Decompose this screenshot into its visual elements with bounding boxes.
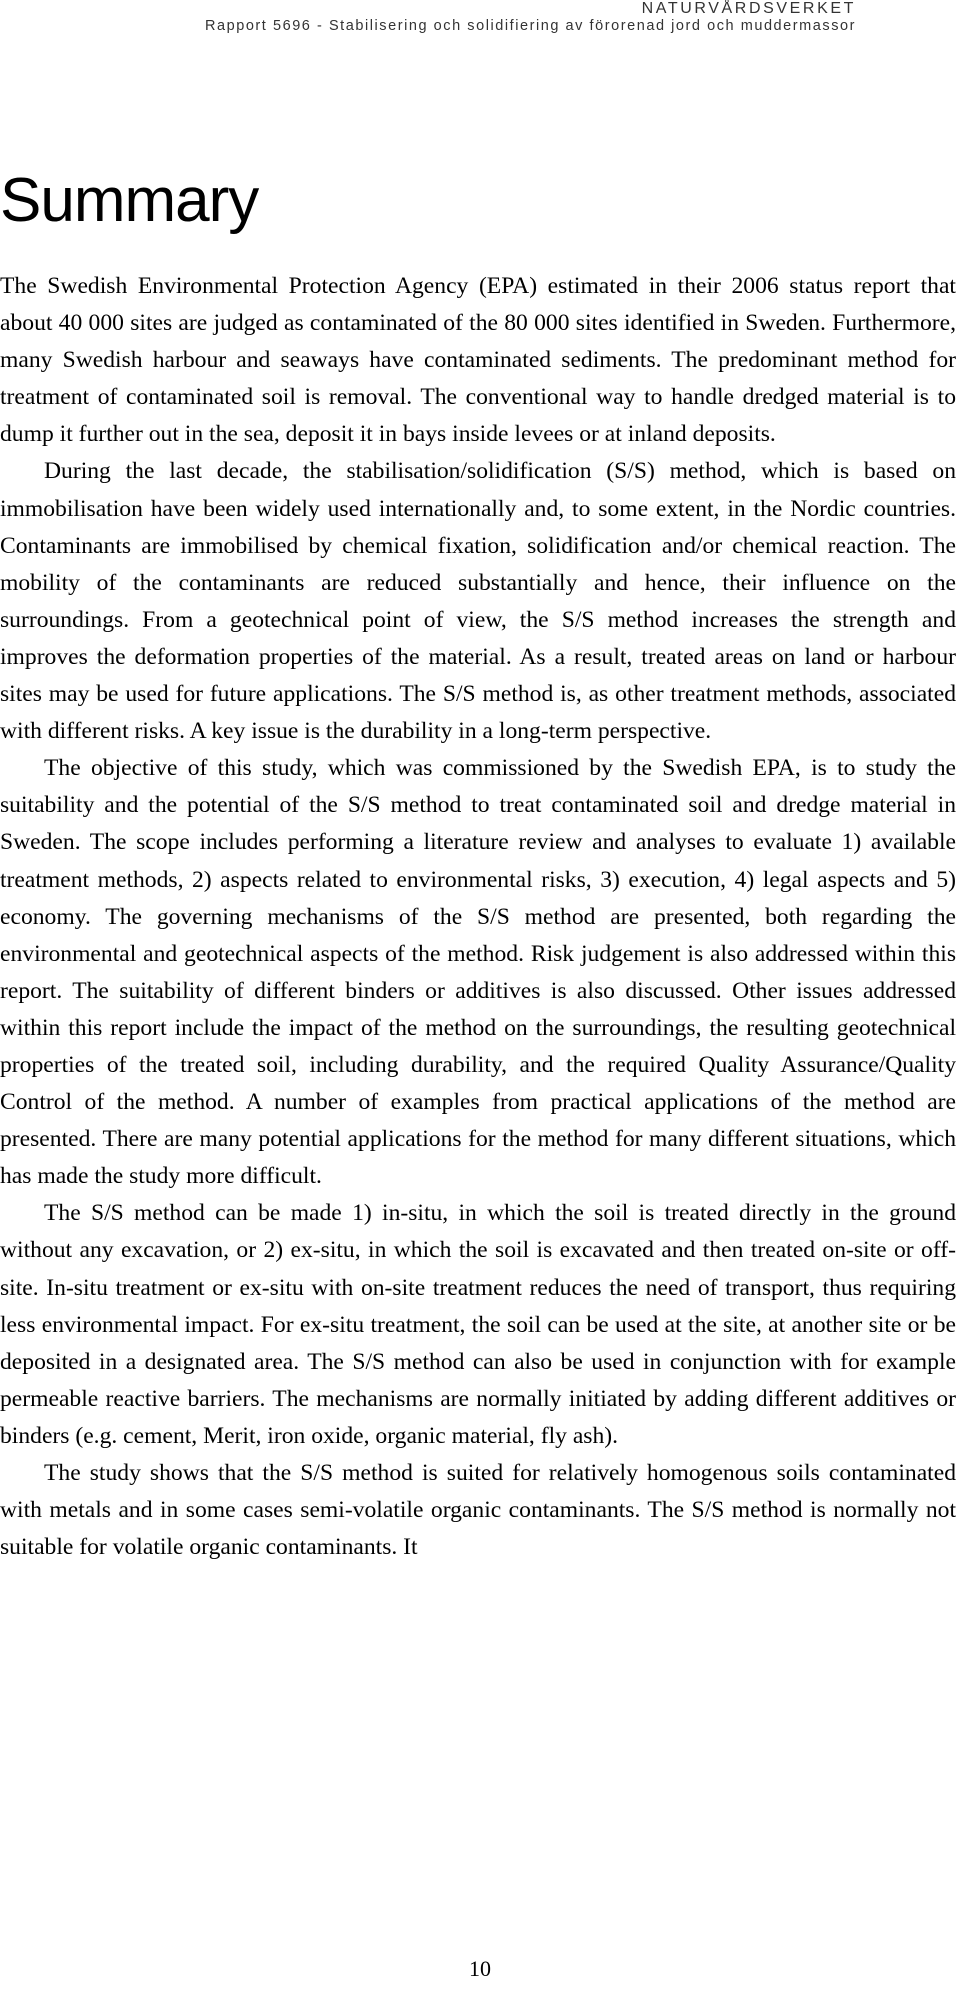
page-number: 10 (469, 1956, 491, 1981)
paragraph-5: The study shows that the S/S method is suited for relatively homogenous soils contaminated with metals and in some cases semi-volatile organic contaminants. The S/S method is normally not suitable for volatile organic contaminants. It (0, 1460, 956, 1561)
paragraph-1: The Swedish Environmental Protection Agency (EPA) estimated in their 2006 status report that about 40 000 sites are judged as contaminated of the 80 000 sites identified in Sweden. Furthermore, many Swedish harbour and seaways have contaminated sediments. The predominant method for treatment of contaminated soil is removal. The conventional way to handle dredged material is to dump it further out in the sea, deposit it in bays inside levees or at inland deposits. (0, 273, 956, 448)
paragraph-3: The objective of this study, which was commissioned by the Swedish EPA, is to study the suitability and the potential of the S/S method to treat contaminated soil and dredge material in Sweden. The scope includes performing a literature review and analyses to evaluate 1) available treatment methods, 2) aspects related to environmental risks, 3) execution, 4) legal aspects and 5) economy. The governing mechanisms of the S/S method are presented, both regarding the environmental and geotechnical aspects of the method. Risk judgement is also addressed within this report. The suitability of different binders or additives is also discussed. Other issues addressed within this report include the impact of the method on the surroundings, the resulting geotechnical properties of the treated soil, including durability, and the required Quality Assurance/Quality Control of the method. A number of examples from practical applications of the method are presented. There are many potential applications for the method for many different situations, which has made the study more difficult. (0, 755, 956, 1190)
header-organization: NATURVÅRDSVERKET (641, 0, 856, 17)
paragraph-2: During the last decade, the stabilisation/solidification (S/S) method, which is based on immobilisation have been widely used internationally and, to some extent, in the Nordic countries. Contaminants are immobilised by chemical fixation, solidification and/or chemical reaction. The mobility of the contaminants are reduced substantially and hence, their influence on the surroundings. From a geotechnical point of view, the S/S method increases the strength and improves the deformation properties of the material. As a result, treated areas on land or harbour sites may be used for future applications. The S/S method is, as other treatment methods, associated with different risks. A key issue is the durability in a long-term perspective. (0, 458, 956, 745)
paragraph-4: The S/S method can be made 1) in-situ, in which the soil is treated directly in the ground without any excavation, or 2) ex-situ, in which the soil is excavated and then treated on-site or off-site. In-situ treatment or ex-situ with on-site treatment reduces the need of transport, thus requiring less environmental impact. For ex-situ treatment, the soil can be used at the site, at another site or be deposited in a designated area. The S/S method can also be used in conjunction with for example permeable reactive barriers. The mechanisms are normally initiated by adding different additives or binders (e.g. cement, Merit, iron oxide, organic material, fly ash). (0, 1200, 956, 1449)
summary-body (0, 268, 956, 1566)
page-title: Summary (0, 166, 259, 235)
running-header (205, 0, 856, 35)
header-report-title: Rapport 5696 - Stabilisering och solidifiering av förorenad jord och muddermassor (204, 18, 856, 34)
